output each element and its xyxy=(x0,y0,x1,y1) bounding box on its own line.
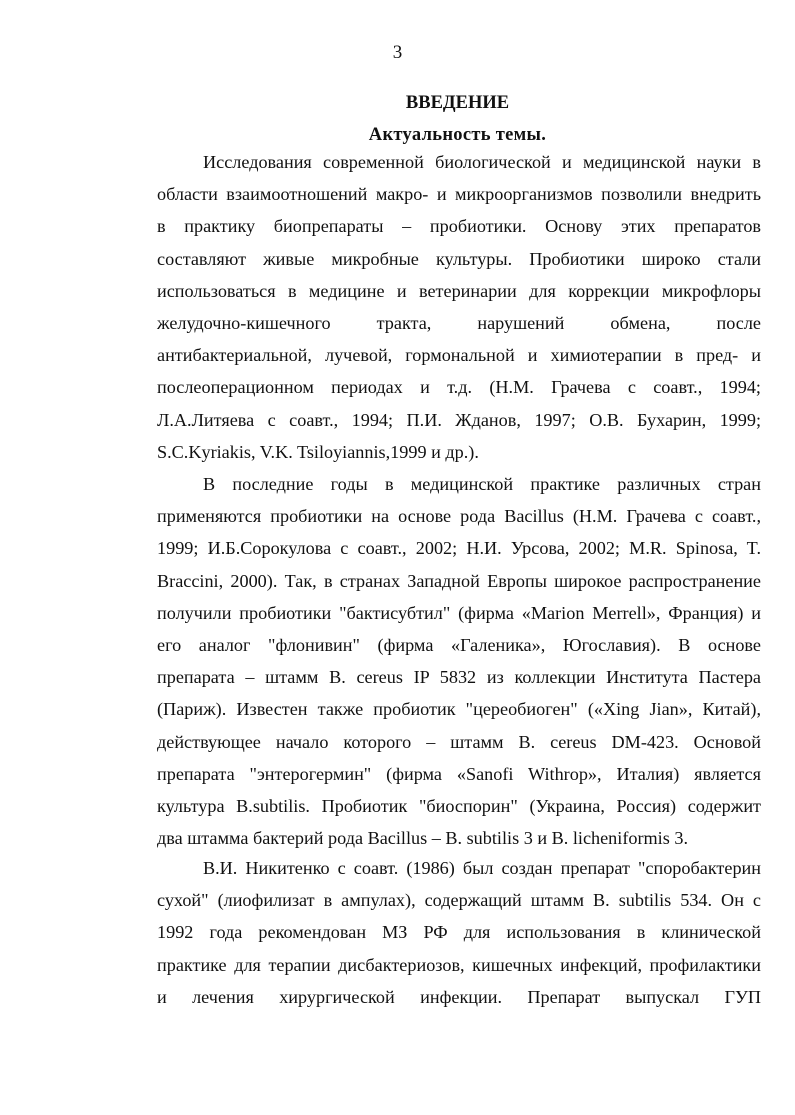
text-line: применяются пробиотики на основе рода Bacillus (Н.М. Грачева с соавт., xyxy=(157,506,761,527)
text-line: использоваться в медицине и ветеринарии для коррекции микрофлоры xyxy=(157,280,761,301)
text-line: антибактериальной, лучевой, гормональной и химиотерапии в пред- и xyxy=(157,345,761,366)
text-line: желудочно-кишечного тракта, нарушений обмена, после xyxy=(157,312,761,333)
paragraph-probiotics-overview xyxy=(157,146,761,468)
text-line: составляют живые микробные культуры. Пробиотики широко стали xyxy=(157,248,761,269)
section-heading-introduction: ВВЕДЕНИЕ xyxy=(405,93,510,113)
text-line: препарата – штамм B. cereus IP 5832 из коллекции Института Пастера xyxy=(157,667,761,688)
text-line: области взаимоотношений макро- и микроорганизмов позволили внедрить xyxy=(157,184,761,205)
text-line: Л.А.Литяева с соавт., 1994; П.И. Жданов, 1997; О.В. Бухарин, 1999; xyxy=(157,409,761,430)
text-line: послеоперационном периодах и т.д. (Н.М. Грачева с соавт., 1994; xyxy=(157,377,761,398)
text-line: Braccini, 2000). Так, в странах Западной Европы широкое распространение xyxy=(157,570,761,591)
text-line: два штамма бактерий рода Bacillus – B. subtilis 3 и B. licheniformis 3. xyxy=(157,828,688,849)
text-line: (Париж). Известен также пробиотик "цереобиоген" («Xing Jian», Китай), xyxy=(157,699,761,720)
text-line: сухой" (лиофилизат в ампулах), содержащий штамм B. subtilis 534. Он с xyxy=(157,890,761,911)
text-line: получили пробиотики "бактисубтил" (фирма «Marion Merrell», Франция) и xyxy=(157,602,761,623)
text-line: практике для терапии дисбактериозов, кишечных инфекций, профилактики xyxy=(157,954,761,975)
text-line: В.И. Никитенко с соавт. (1986) был создан препарат "споробактерин xyxy=(203,858,761,878)
text-line: культура B.subtilis. Пробиотик "биоспорин" (Украина, Россия) содержит xyxy=(157,795,761,816)
text-line: действующее начало которого – штамм B. cereus DM-423. Основой xyxy=(157,731,761,752)
text-line: в практику биопрепараты – пробиотики. Основу этих препаратов xyxy=(157,216,761,237)
text-line: S.C.Kyriakis, V.K. Tsiloyiannis,1999 и др.). xyxy=(157,441,479,462)
paragraph-bacillus-probiotics xyxy=(157,468,761,854)
section-subheading-topic-relevance: Актуальность темы. xyxy=(368,125,547,145)
text-line: В последние годы в медицинской практике различных стран xyxy=(203,474,761,494)
text-line: 1992 года рекомендован МЗ РФ для использования в клинической xyxy=(157,922,761,943)
page-number: 3 xyxy=(392,42,403,63)
text-line: препарата "энтерогермин" (фирма «Sanofi Withrop», Италия) является xyxy=(157,763,761,784)
text-line: 1999; И.Б.Сорокулова с соавт., 2002; Н.И. Урсова, 2002; M.R. Spinosa, T. xyxy=(157,538,761,559)
paragraph-sporobacterin xyxy=(157,852,761,1013)
text-line: и лечения хирургической инфекции. Препарат выпускал ГУП xyxy=(157,986,761,1007)
text-line: Исследования современной биологической и медицинской науки в xyxy=(203,152,761,172)
text-line: его аналог "флонивин" (фирма «Галеника», Югославия). В основе xyxy=(157,634,761,655)
